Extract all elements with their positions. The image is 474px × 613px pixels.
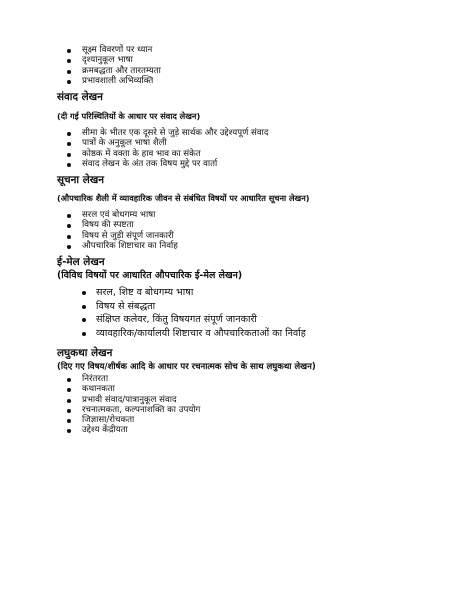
list-item: सरल, शिष्ट व बोधगम्य भाषा — [0, 286, 474, 300]
list-item: उद्देश्य केंद्रीयता — [0, 425, 474, 435]
list-item: विषय से संबद्धता — [0, 300, 474, 314]
short-story-list — [0, 374, 474, 436]
section-subheading-short-story: (दिए गए विषय/शीर्षक आदि के आधार पर रचनात्मक सोच के साथ लघुकथा लेखन) — [57, 362, 316, 372]
list-item: औपचारिक शिष्टाचार का निर्वाह — [0, 241, 474, 251]
list-item: संवाद लेखन के अंत तक विषय मुद्दे पर वार्ता — [0, 159, 474, 169]
intro-block — [0, 45, 474, 86]
list-item: पात्रों के अनुकूल भाषा शैली — [0, 138, 474, 148]
email-block — [0, 286, 474, 340]
notice-block — [0, 210, 474, 251]
list-item: निरंतरता — [0, 374, 474, 384]
list-item: प्रभावी संवाद/पात्रानुकूल संवाद — [0, 395, 474, 405]
email-list — [0, 286, 474, 340]
list-item: सूक्ष्म विवरणों पर ध्यान — [0, 45, 474, 55]
list-item: कथानकता — [0, 384, 474, 394]
section-subheading-dialogue: (दी गई परिस्थितियों के आधार पर संवाद लेखन) — [57, 111, 201, 121]
list-item: सरल एवं बोधगम्य भाषा — [0, 210, 474, 220]
list-item: सीमा के भीतर एक दूसरे से जुड़े सार्थक और उद्देश्यपूर्ण संवाद — [0, 128, 474, 138]
list-item: कोष्ठक में वक्ता के हाव भाव का संकेत — [0, 149, 474, 159]
list-item: व्यावहारिक/कार्यालयी शिष्टाचार व औपचारिकताओं का निर्वाह — [0, 327, 474, 341]
list-item: क्रमबद्धता और तारतम्यता — [0, 66, 474, 76]
section-heading-short-story: लघुकथा लेखन — [57, 347, 113, 359]
section-subheading-email: (विविध विषयों पर आधारित औपचारिक ई-मेल लेखन) — [57, 270, 243, 281]
section-subheading-notice: (औपचारिक शैली में व्यावहारिक जीवन से संबंधित विषयों पर आधारित सूचना लेखन) — [57, 193, 310, 203]
list-item: जिज्ञासा/रोचकता — [0, 415, 474, 425]
list-item: संक्षिप्त कलेवर, किंतु विषयगत संपूर्ण जानकारी — [0, 313, 474, 327]
intro-list — [0, 45, 474, 86]
list-item: दृश्यानुकूल भाषा — [0, 55, 474, 65]
section-heading-dialogue: संवाद लेखन — [57, 91, 103, 103]
dialogue-list — [0, 128, 474, 169]
list-item: विषय की स्पष्टता — [0, 220, 474, 230]
section-heading-email: ई-मेल लेखन — [57, 256, 105, 268]
list-item: प्रभावशाली अभिव्यक्ति — [0, 76, 474, 86]
notice-list — [0, 210, 474, 251]
dialogue-block — [0, 128, 474, 169]
list-item: रचनात्मकता, कल्पनाशक्ति का उपयोग — [0, 405, 474, 415]
short-story-block — [0, 374, 474, 436]
section-heading-notice: सूचना लेखन — [57, 174, 105, 186]
list-item: विषय से जुड़ी संपूर्ण जानकारी — [0, 231, 474, 241]
